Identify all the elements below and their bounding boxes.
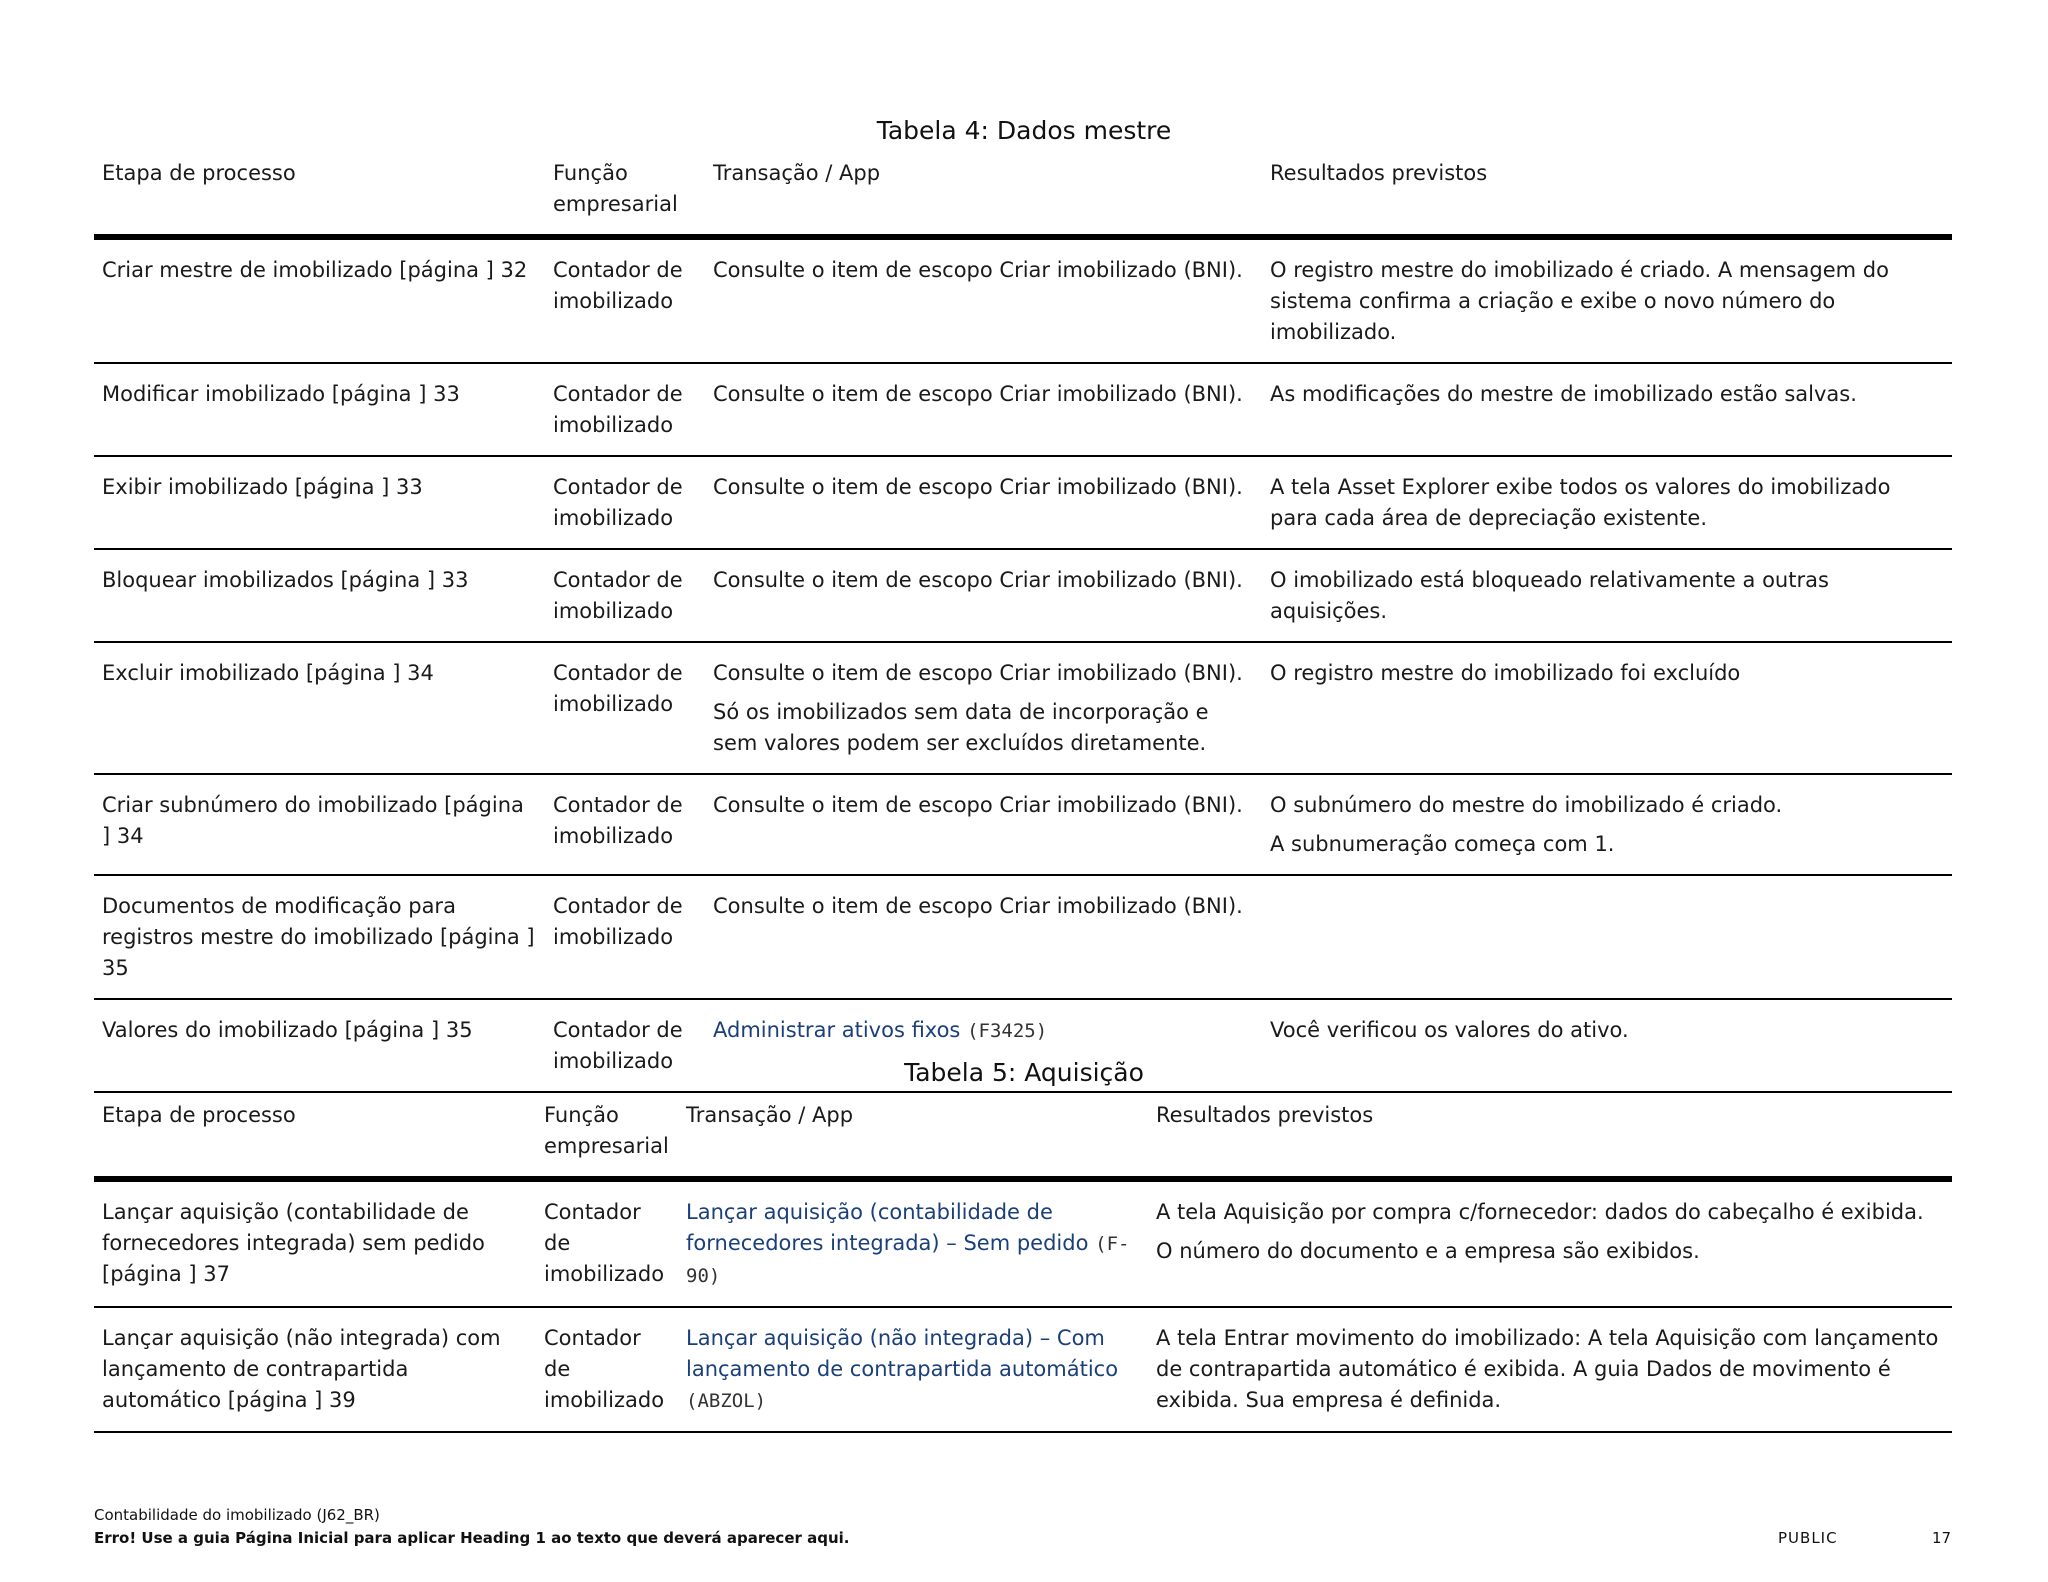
cell-business-role: Contador de imobilizado bbox=[545, 237, 705, 363]
cell-transaction-app bbox=[705, 237, 1262, 363]
result-text: As modificações do mestre de imobilizado estão salvas. bbox=[1270, 382, 1857, 406]
transaction-text: Só os imobilizados sem data de incorporação e sem valores podem ser excluídos diretamente. bbox=[713, 700, 1209, 755]
result-text: A subnumeração começa com 1. bbox=[1270, 832, 1615, 856]
result-text: A tela Entrar movimento do imobilizado: A tela Aquisição com lançamento de contrapartida automático é exibida. A guia Dados de movimento é exibida. Sua empresa é definida. bbox=[1156, 1326, 1939, 1412]
header-expected-results: Resultados previstos bbox=[1262, 158, 1952, 237]
app-link[interactable]: Lançar aquisição (contabilidade de fornecedores integrada) – Sem pedido bbox=[686, 1200, 1089, 1255]
header-transaction-app: Transação / App bbox=[678, 1100, 1148, 1179]
table-row bbox=[94, 549, 1952, 642]
table-row bbox=[94, 237, 1952, 363]
header-business-role: Função empresarial bbox=[536, 1100, 678, 1179]
cell-business-role: Contador de imobilizado bbox=[545, 999, 705, 1092]
cell-process-step[interactable]: Lançar aquisição (contabilidade de fornecedores integrada) sem pedido [página ] 37 bbox=[94, 1179, 536, 1307]
transaction-text: Consulte o item de escopo Criar imobilizado (BNI). bbox=[713, 894, 1243, 918]
cell-process-step[interactable]: Criar subnúmero do imobilizado [página ] 34 bbox=[94, 774, 545, 875]
table-acquisition bbox=[94, 1100, 1952, 1433]
header-process-step: Etapa de processo bbox=[94, 1100, 536, 1179]
app-reference bbox=[686, 1323, 1140, 1417]
header-expected-results: Resultados previstos bbox=[1148, 1100, 1952, 1179]
app-code: (ABZOL) bbox=[686, 1390, 767, 1412]
table-row bbox=[94, 1307, 1952, 1432]
transaction-text: Consulte o item de escopo Criar imobilizado (BNI). bbox=[713, 258, 1243, 282]
result-text: Você verificou os valores do ativo. bbox=[1270, 1018, 1629, 1042]
cell-business-role: Contador de imobilizado bbox=[545, 774, 705, 875]
cell-expected-results bbox=[1262, 642, 1952, 774]
table-row bbox=[94, 363, 1952, 456]
app-code: (F3425) bbox=[967, 1020, 1048, 1042]
result-text: O registro mestre do imobilizado foi excluído bbox=[1270, 661, 1741, 685]
table-row bbox=[94, 1179, 1952, 1307]
cell-business-role: Contador de imobilizado bbox=[545, 642, 705, 774]
transaction-text: Consulte o item de escopo Criar imobilizado (BNI). bbox=[713, 568, 1243, 592]
cell-business-role: Contador de imobilizado bbox=[536, 1307, 678, 1432]
header-transaction-app: Transação / App bbox=[705, 158, 1262, 237]
table-header-row bbox=[94, 158, 1952, 237]
table-header-row bbox=[94, 1100, 1952, 1179]
result-text: O número do documento e a empresa são exibidos. bbox=[1156, 1239, 1700, 1263]
cell-process-step[interactable]: Valores do imobilizado [página ] 35 bbox=[94, 999, 545, 1092]
cell-expected-results bbox=[1262, 549, 1952, 642]
table4-caption: Tabela 4: Dados mestre bbox=[876, 116, 1172, 145]
cell-process-step[interactable]: Excluir imobilizado [página ] 34 bbox=[94, 642, 545, 774]
cell-business-role: Contador de imobilizado bbox=[545, 363, 705, 456]
table-row bbox=[94, 642, 1952, 774]
cell-expected-results bbox=[1262, 875, 1952, 999]
cell-business-role: Contador de imobilizado bbox=[545, 456, 705, 549]
cell-business-role: Contador de imobilizado bbox=[545, 875, 705, 999]
cell-transaction-app bbox=[705, 875, 1262, 999]
transaction-text: Consulte o item de escopo Criar imobilizado (BNI). bbox=[713, 661, 1243, 685]
cell-expected-results bbox=[1262, 456, 1952, 549]
cell-expected-results bbox=[1262, 237, 1952, 363]
cell-expected-results bbox=[1262, 363, 1952, 456]
cell-transaction-app bbox=[705, 642, 1262, 774]
cell-process-step[interactable]: Exibir imobilizado [página ] 33 bbox=[94, 456, 545, 549]
result-text: O registro mestre do imobilizado é criado. A mensagem do sistema confirma a criação e exibe o novo número do imobilizado. bbox=[1270, 258, 1889, 344]
cell-expected-results bbox=[1262, 774, 1952, 875]
table-row bbox=[94, 774, 1952, 875]
transaction-text: Consulte o item de escopo Criar imobilizado (BNI). bbox=[713, 382, 1243, 406]
cell-process-step[interactable]: Lançar aquisição (não integrada) com lançamento de contrapartida automático [página ] 39 bbox=[94, 1307, 536, 1432]
cell-transaction-app bbox=[705, 549, 1262, 642]
transaction-text: Consulte o item de escopo Criar imobilizado (BNI). bbox=[713, 475, 1243, 499]
cell-business-role: Contador de imobilizado bbox=[536, 1179, 678, 1307]
cell-process-step[interactable]: Criar mestre de imobilizado [página ] 32 bbox=[94, 237, 545, 363]
cell-expected-results bbox=[1148, 1307, 1952, 1432]
cell-business-role: Contador de imobilizado bbox=[545, 549, 705, 642]
cell-transaction-app bbox=[678, 1179, 1148, 1307]
table-master-data bbox=[94, 158, 1952, 1093]
cell-process-step[interactable]: Modificar imobilizado [página ] 33 bbox=[94, 363, 545, 456]
transaction-text: Consulte o item de escopo Criar imobilizado (BNI). bbox=[713, 793, 1243, 817]
footer-document-title: Contabilidade do imobilizado (J62_BR) bbox=[94, 1506, 380, 1524]
footer-page-number: 17 bbox=[1932, 1529, 1952, 1547]
cell-expected-results bbox=[1148, 1179, 1952, 1307]
app-reference bbox=[686, 1197, 1140, 1292]
cell-transaction-app bbox=[705, 363, 1262, 456]
header-process-step: Etapa de processo bbox=[94, 158, 545, 237]
result-text: A tela Aquisição por compra c/fornecedor: dados do cabeçalho é exibida. bbox=[1156, 1200, 1924, 1224]
cell-transaction-app bbox=[678, 1307, 1148, 1432]
table-row bbox=[94, 875, 1952, 999]
footer-classification: PUBLIC bbox=[1778, 1529, 1838, 1547]
table-row bbox=[94, 456, 1952, 549]
result-text: O subnúmero do mestre do imobilizado é criado. bbox=[1270, 793, 1783, 817]
app-reference bbox=[713, 1015, 1254, 1047]
result-text: A tela Asset Explorer exibe todos os valores do imobilizado para cada área de depreciação existente. bbox=[1270, 475, 1891, 530]
cell-transaction-app bbox=[705, 456, 1262, 549]
header-business-role: Função empresarial bbox=[545, 158, 705, 237]
table5-caption: Tabela 5: Aquisição bbox=[904, 1058, 1144, 1087]
cell-process-step[interactable]: Documentos de modificação para registros mestre do imobilizado [página ] 35 bbox=[94, 875, 545, 999]
cell-transaction-app bbox=[705, 774, 1262, 875]
app-link[interactable]: Administrar ativos fixos bbox=[713, 1018, 961, 1042]
footer-error-text: Erro! Use a guia Página Inicial para aplicar Heading 1 ao texto que deverá aparecer aqui. bbox=[94, 1529, 850, 1547]
app-link[interactable]: Lançar aquisição (não integrada) – Com lançamento de contrapartida automático bbox=[686, 1326, 1119, 1381]
cell-process-step[interactable]: Bloquear imobilizados [página ] 33 bbox=[94, 549, 545, 642]
result-text: O imobilizado está bloqueado relativamente a outras aquisições. bbox=[1270, 568, 1829, 623]
app-code: (F-90) bbox=[686, 1233, 1130, 1287]
